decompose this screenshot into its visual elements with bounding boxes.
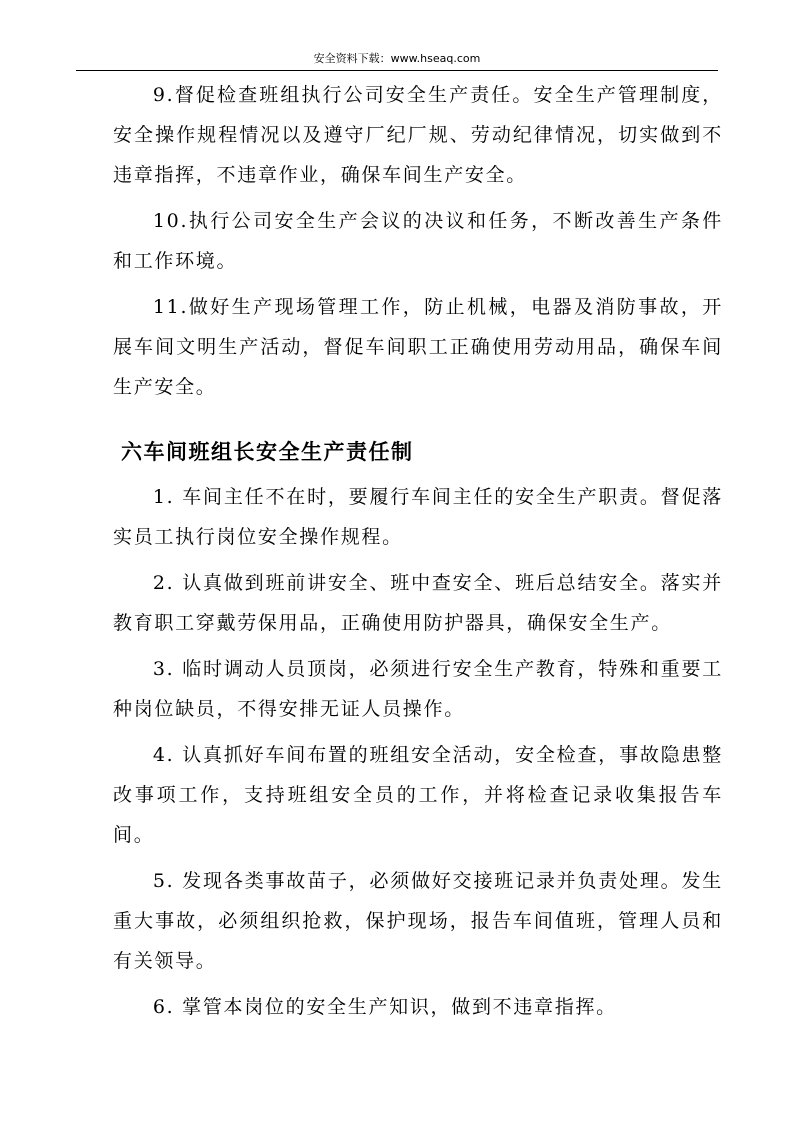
page-header: 安全资料下载：www.hseaq.com [313, 52, 481, 65]
paragraph-item-9: 9.督促检查班组执行公司安全生产责任。安全生产管理制度，安全操作规程情况以及遵守厂纪厂规、劳动纪律情况，切实做到不违章指挥，不违章作业，确保车间生产安全。 [113, 84, 723, 186]
paragraph-item-10: 10.执行公司安全生产会议的决议和任务，不断改善生产条件和工作环境。 [113, 210, 723, 272]
paragraph-item-5: 5. 发现各类事故苗子，必须做好交接班记录并负责处理。发生重大事故，必须组织抢救，保护现场，报告车间值班，管理人员和有关领导。 [113, 870, 723, 972]
paragraph-item-4: 4. 认真抓好车间布置的班组安全活动，安全检查，事故隐患整改事项工作，支持班组安全员的工作，并将检查记录收集报告车间。 [113, 744, 723, 846]
paragraph-item-11: 11.做好生产现场管理工作，防止机械，电器及消防事故，开展车间文明生产活动，督促车间职工正确使用劳动用品，确保车间生产安全。 [113, 296, 723, 398]
paragraph-item-3: 3. 临时调动人员顶岗，必须进行安全生产教育，特殊和重要工种岗位缺员，不得安排无证人员操作。 [113, 658, 723, 720]
paragraph-item-1: 1. 车间主任不在时，要履行车间主任的安全生产职责。督促落实员工执行岗位安全操作规程。 [113, 486, 723, 548]
paragraph-item-6: 6. 掌管本岗位的安全生产知识，做到不违章指挥。 [152, 996, 617, 1018]
document-body [113, 75, 723, 1033]
paragraph-item-2: 2. 认真做到班前讲安全、班中查安全、班后总结安全。落实并教育职工穿戴劳保用品，正确使用防护器具，确保安全生产。 [113, 572, 723, 634]
section-heading: 六车间班组长安全生产责任制 [121, 440, 414, 464]
header-divider [76, 70, 718, 71]
